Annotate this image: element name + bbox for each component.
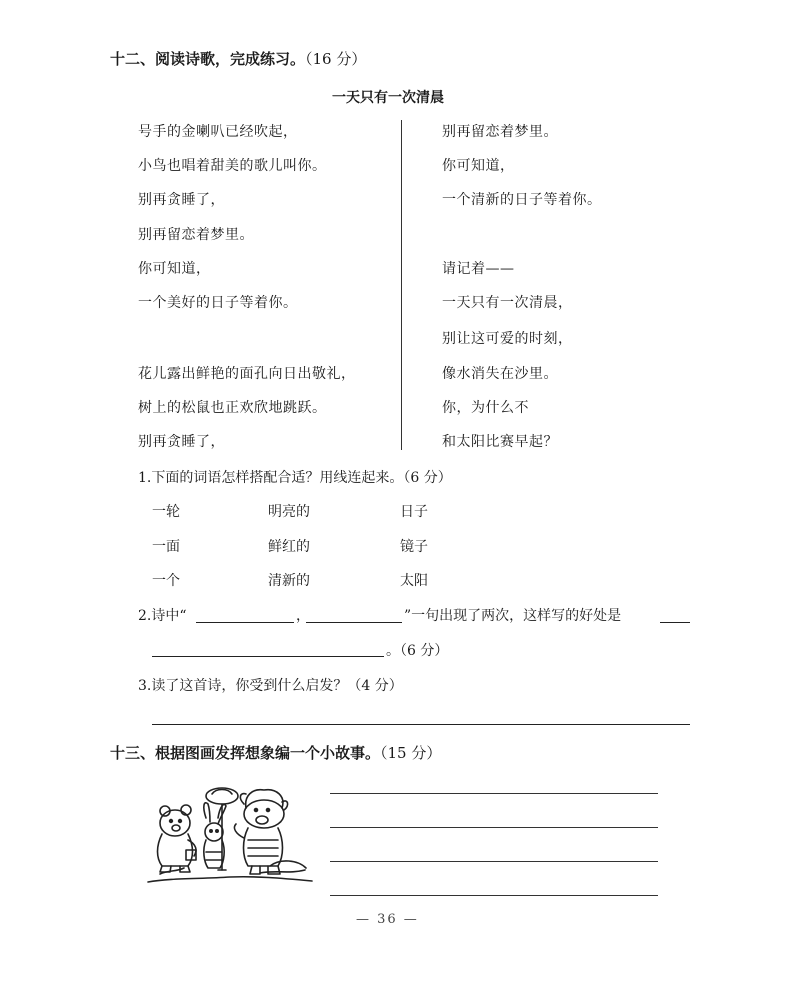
q1-noun-2: 镜子 [400,539,428,555]
section-12-title: 十二、阅读诗歌，完成练习。 [110,50,306,68]
question-1: 1.下面的词语怎样搭配合适？用线连起来。（6 分） [138,470,452,486]
q2-answer-blank-1[interactable] [660,622,690,623]
q1-measure-word-2: 一面 [152,539,180,555]
ground-line [148,877,312,882]
poem-left-line-3: 别再贪睡了， [138,192,225,208]
story-writing-line-1[interactable] [330,793,658,794]
q1-measure-word-1: 一轮 [152,504,180,520]
poem-left-line-6: 一个美好的日子等着你。 [138,295,298,311]
section-13-heading [110,742,441,763]
bear-icon [158,805,197,872]
story-writing-line-2[interactable] [330,827,658,828]
story-illustration [140,778,320,888]
poem-left-line-8: 树上的松鼠也正欢欣地跳跃。 [138,400,327,416]
poem-right-line-1: 别再留恋着梦里。 [442,124,558,140]
q2-blank-1[interactable] [196,622,294,623]
q1-measure-word-3: 一个 [152,573,180,589]
poem-right-line-6: 别让这可爱的时刻， [442,331,573,347]
q3-answer-line[interactable] [152,724,690,725]
q1-adjective-2: 鲜红的 [268,539,310,555]
question-2-middle: ”一句出现了两次，这样写的好处是 [404,608,622,624]
poem-right-line-4: 请记着—— [442,261,515,277]
q1-noun-3: 太阳 [400,573,428,589]
pig-icon [234,790,287,874]
question-2-end: 。（6 分） [386,643,449,659]
poem-left-line-2: 小鸟也唱着甜美的歌儿叫你。 [138,158,327,174]
poem-title: 一天只有一次清晨 [332,90,444,106]
q1-adjective-1: 明亮的 [268,504,310,520]
poem-right-line-8: 你，为什么不 [442,400,529,416]
story-writing-line-4[interactable] [330,895,658,896]
poem-right-line-5: 一天只有一次清晨， [442,295,573,311]
section-12-points: （16 分） [305,50,367,68]
q1-adjective-3: 清新的 [268,573,310,589]
poem-column-divider [401,120,402,450]
question-2-start: 2.诗中“ [138,608,187,624]
story-writing-line-3[interactable] [330,861,658,862]
section-12-heading [110,48,366,69]
poem-right-line-9: 和太阳比赛早起？ [442,434,558,450]
poem-left-line-9: 别再贪睡了， [138,434,225,450]
poem-left-line-4: 别再留恋着梦里。 [138,227,254,243]
poem-left-line-1: 号手的金喇叭已经吹起， [138,124,298,140]
q1-noun-1: 日子 [400,504,428,520]
poem-left-line-5: 你可知道， [138,261,211,277]
poem-right-line-7: 像水消失在沙里。 [442,366,558,382]
page-number: — 36 — [356,912,419,927]
section-13-title: 十三、根据图画发挥想象编一个小故事。 [110,744,381,762]
q2-blank-2[interactable] [306,622,402,623]
poem-left-line-7: 花儿露出鲜艳的面孔向日出敬礼， [138,366,356,382]
poem-right-line-3: 一个清新的日子等着你。 [442,192,602,208]
question-2-comma: ， [296,608,310,624]
q2-answer-blank-2[interactable] [152,656,384,657]
poem-right-line-2: 你可知道， [442,158,515,174]
question-3: 3.读了这首诗，你受到什么启发？（4 分） [138,678,403,694]
section-13-points: （15 分） [380,744,442,762]
